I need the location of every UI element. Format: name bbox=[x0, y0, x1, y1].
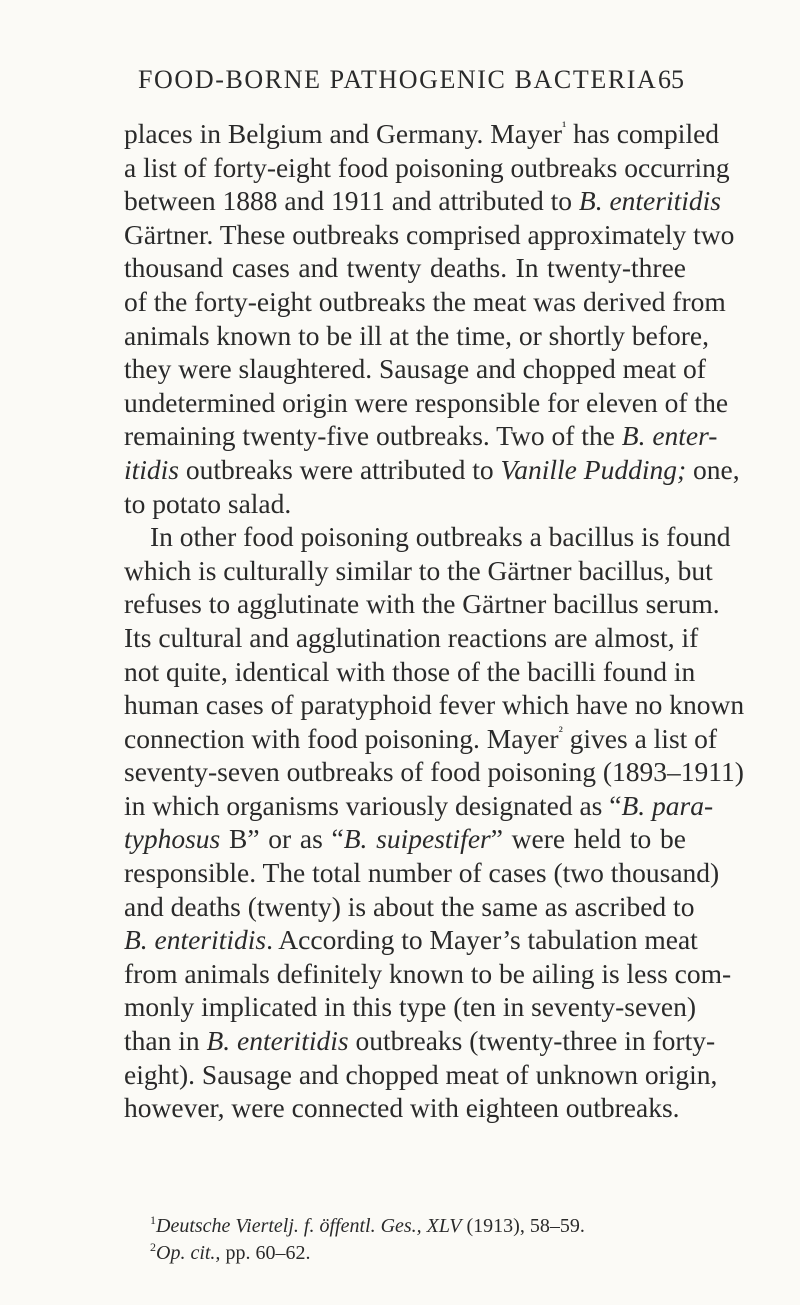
body-text bbox=[124, 117, 745, 1125]
footnotes bbox=[150, 1213, 690, 1267]
text-line: to potato salad. bbox=[124, 487, 292, 519]
text-line: from animals definitely known to be ailing is less com- bbox=[124, 957, 732, 989]
text-line: connection with food poisoning. Mayer$^{^2}$ gives a list of bbox=[124, 722, 718, 754]
text-line: B. enteritidis. According to Mayer’s tabulation meat bbox=[124, 924, 698, 956]
text-line: itidis outbreaks were attributed to Vanille Pudding; one, bbox=[124, 453, 740, 485]
text-line: than in B. enteritidis outbreaks (twenty-three in forty- bbox=[124, 1025, 716, 1057]
text-line: however, were connected with eighteen outbreaks. bbox=[124, 1092, 680, 1124]
text-line: human cases of paratyphoid fever which have no known bbox=[124, 689, 745, 721]
text-line: animals known to be ill at the time, or shortly before, bbox=[124, 319, 710, 351]
text-line: responsible. The total number of cases (two thousand) bbox=[124, 857, 720, 889]
text-line: monly implicated in this type (ten in seventy-seven) bbox=[124, 991, 697, 1023]
text-line: Gärtner. These outbreaks comprised approximately two bbox=[124, 218, 735, 250]
text-line: seventy-seven outbreaks of food poisoning (1893–1911) bbox=[124, 756, 744, 788]
text-line: In other food poisoning outbreaks a bacillus is found bbox=[150, 521, 731, 553]
text-line: between 1888 and 1911 and attributed to B. enteritidis bbox=[124, 185, 721, 217]
text-line: Its cultural and agglutination reactions are almost, if bbox=[124, 621, 699, 653]
text-line: of the forty-eight outbreaks the meat was derived from bbox=[124, 285, 726, 317]
text-line: refuses to agglutinate with the Gärtner bacillus serum. bbox=[124, 588, 720, 620]
text-line: typhosus B” or as “B. suipestifer” were held to be bbox=[124, 823, 686, 855]
running-head bbox=[0, 60, 800, 100]
running-title: FOOD-BORNE PATHOGENIC BACTERIA bbox=[138, 65, 658, 94]
text-line: in which organisms variously designated as “B. para- bbox=[124, 789, 714, 821]
page-number: 65 bbox=[658, 65, 684, 94]
text-line: eight). Sausage and chopped meat of unknown origin, bbox=[124, 1058, 718, 1090]
text-line: a list of forty-eight food poisoning outbreaks occurring bbox=[124, 151, 730, 183]
text-line: remaining twenty-five outbreaks. Two of the B. enter- bbox=[124, 420, 718, 452]
text-line: they were slaughtered. Sausage and chopped meat of bbox=[124, 353, 706, 385]
text-line: and deaths (twenty) is about the same as ascribed to bbox=[124, 890, 695, 922]
footnote-mark: 1 bbox=[150, 1213, 156, 1227]
text-line: which is culturally similar to the Gärtner bacillus, but bbox=[124, 554, 713, 586]
footnote-1: $^1$Deutsche Viertelj. f. öffentl. Ges., XLV (1913), 58–59. bbox=[150, 1213, 585, 1237]
footnote-ref: ¹ bbox=[562, 120, 567, 135]
text-line: undetermined origin were responsible for eleven of the bbox=[124, 386, 729, 418]
footnote-mark: 2 bbox=[150, 1240, 156, 1254]
text-line: places in Belgium and Germany. Mayer$^{^1}$ has compiled bbox=[124, 118, 720, 149]
footnote-2: $^2$Op. cit., pp. 60–62. bbox=[150, 1240, 311, 1264]
text-line: thousand cases and twenty deaths. In twenty-three bbox=[124, 252, 686, 284]
text-line: not quite, identical with those of the bacilli found in bbox=[124, 655, 696, 687]
footnote-ref: ² bbox=[558, 724, 563, 740]
